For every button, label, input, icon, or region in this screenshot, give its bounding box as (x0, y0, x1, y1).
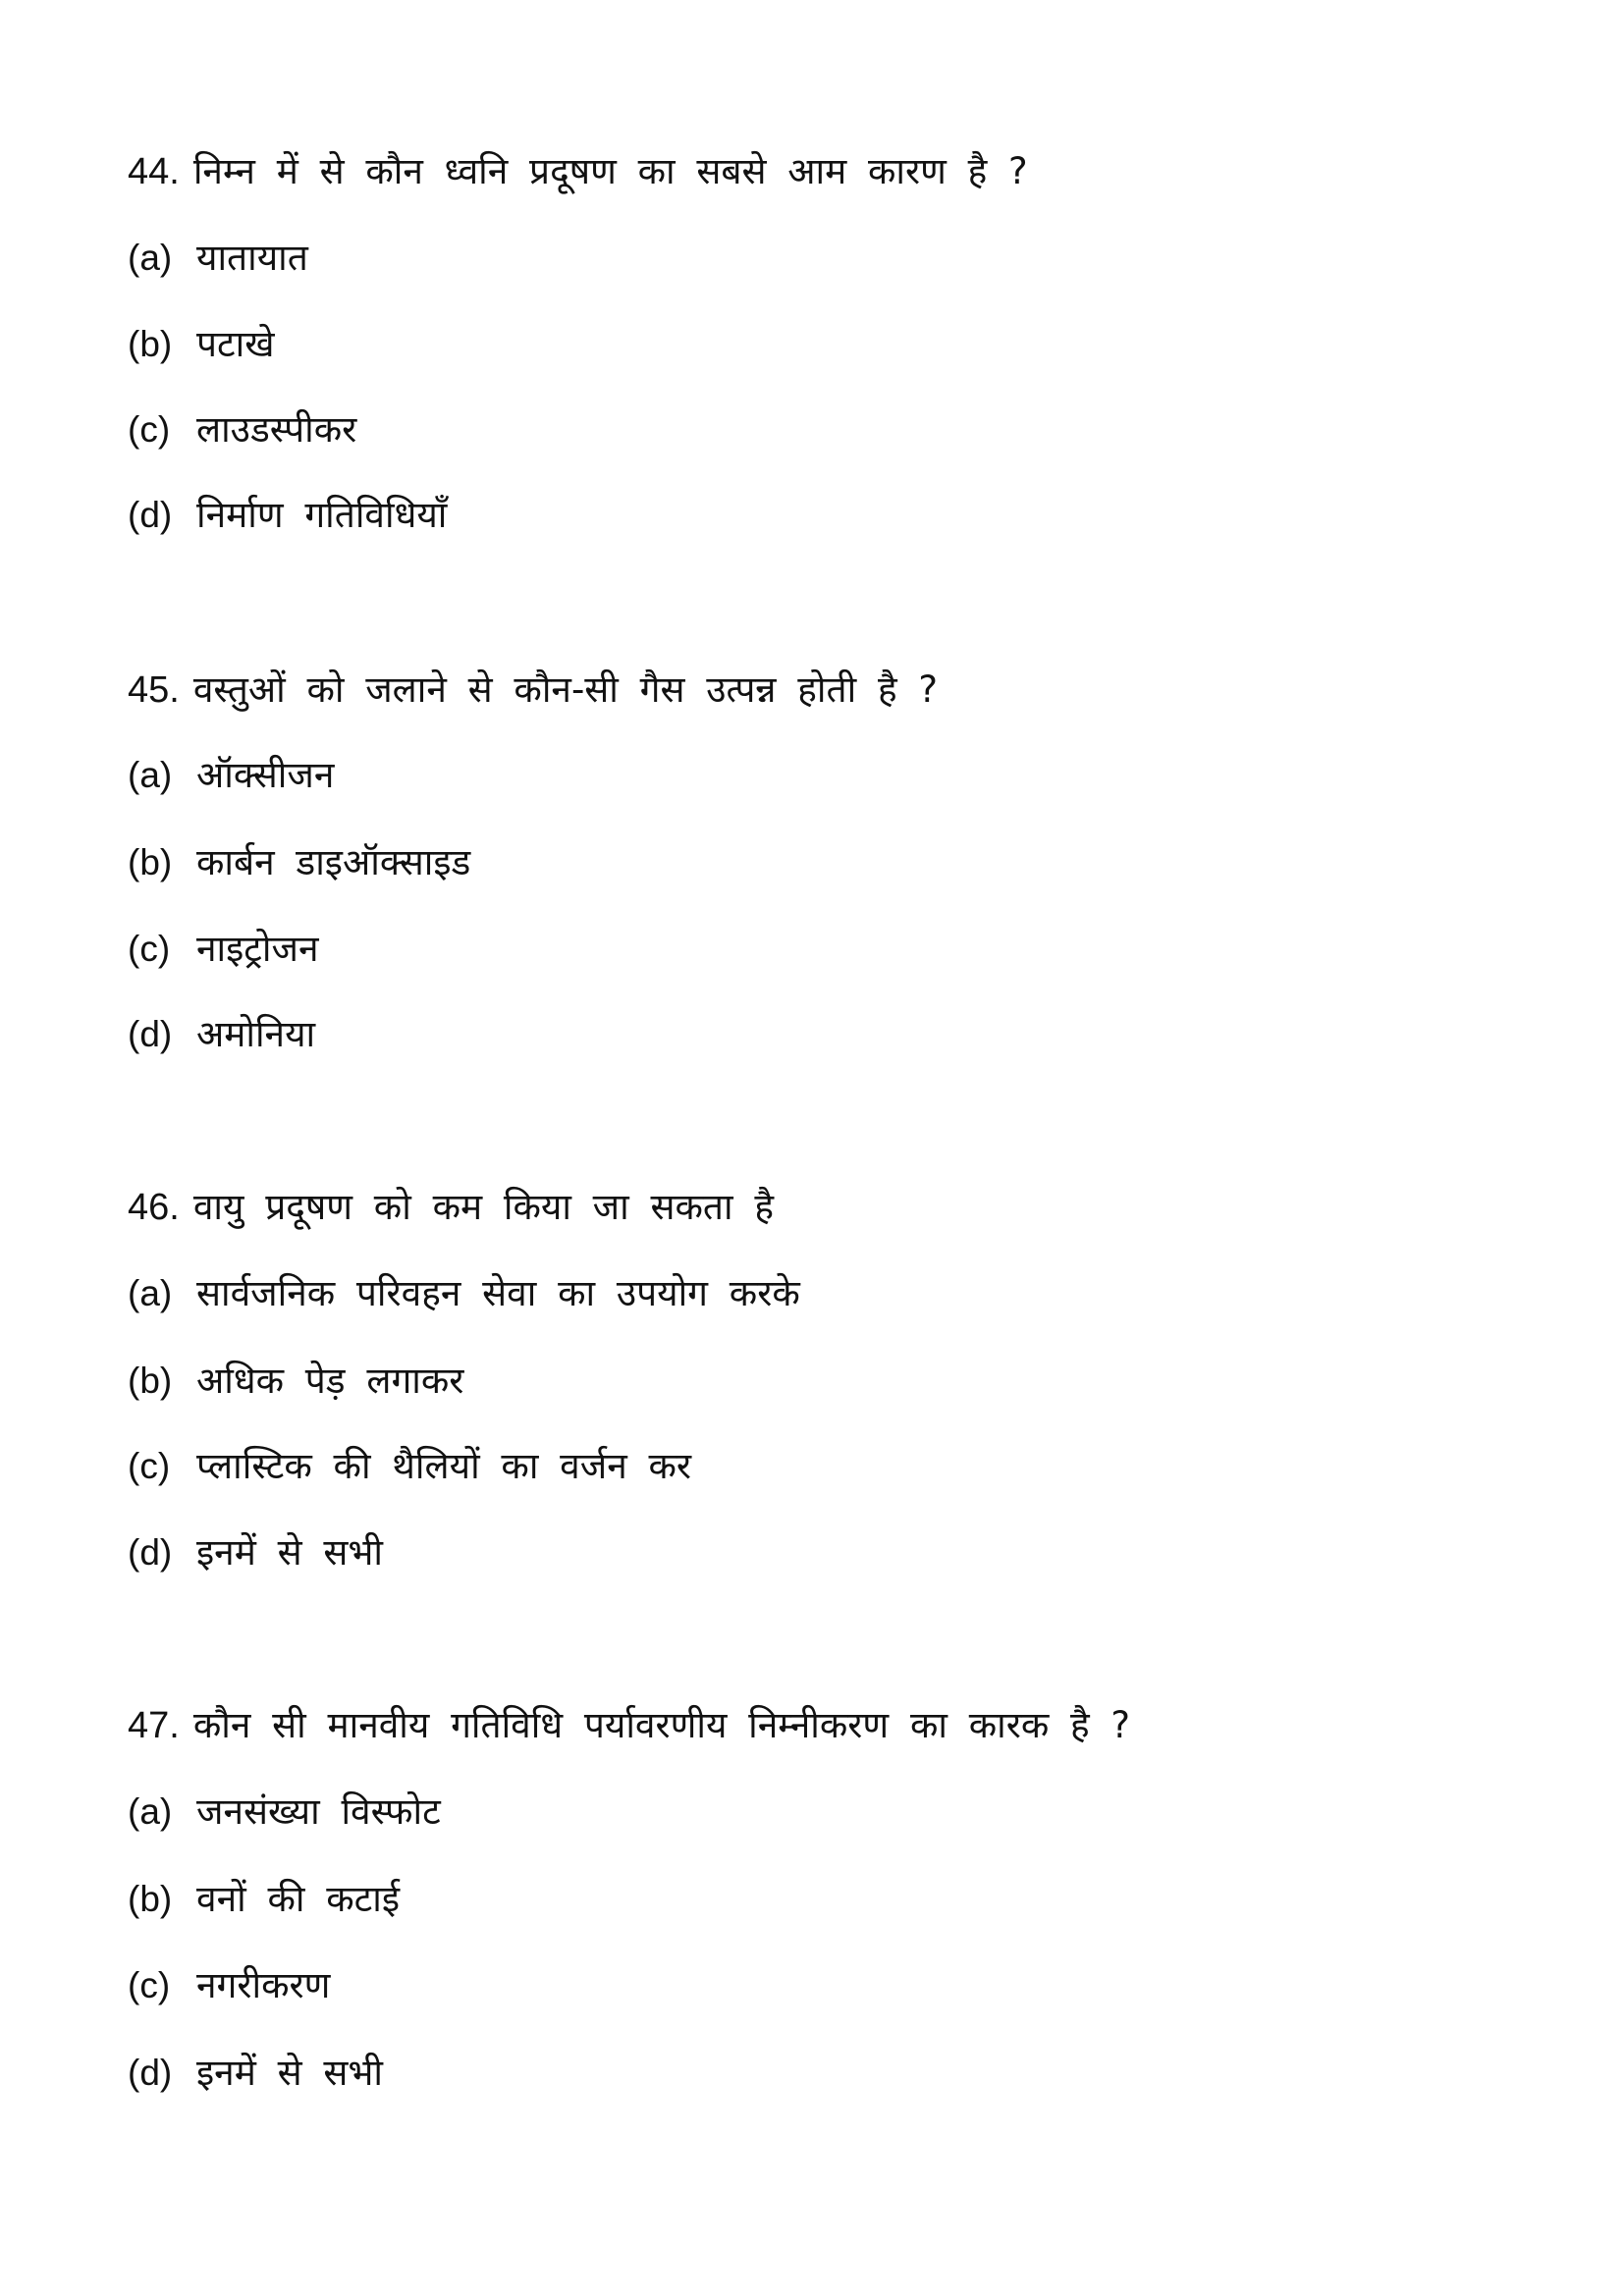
option-a (128, 237, 308, 280)
option-label: (c) (128, 929, 171, 969)
option-label: (d) (128, 495, 173, 535)
option-label: (a) (128, 238, 173, 278)
option-text: नगरीकरण (196, 1964, 331, 2006)
option-a (128, 754, 334, 797)
option-b (128, 1878, 400, 1921)
option-c (128, 1964, 330, 2007)
option-label: (b) (128, 842, 173, 882)
option-d (128, 1531, 383, 1575)
option-c (128, 408, 356, 452)
option-text: ऑक्सीजन (196, 754, 335, 796)
option-text: लाउडस्पीकर (196, 408, 357, 451)
option-c (128, 928, 319, 971)
option-label: (c) (128, 409, 171, 450)
option-label: (a) (128, 755, 173, 795)
question-number: 44. (128, 151, 180, 192)
question-stem (128, 1704, 1130, 1747)
option-text: अमोनिया (196, 1013, 316, 1055)
option-text: पटाखे (196, 323, 275, 365)
option-label: (d) (128, 1014, 173, 1054)
option-text: इनमें से सभी (196, 1531, 383, 1574)
option-text: नाइट्रोजन (196, 928, 319, 970)
option-label: (a) (128, 1273, 173, 1313)
option-label: (b) (128, 324, 173, 364)
option-d (128, 494, 447, 537)
option-text: प्लास्टिक की थैलियों का वर्जन कर (196, 1445, 692, 1487)
option-a (128, 1790, 441, 1834)
option-d (128, 1013, 315, 1056)
question-text: वस्तुओं को जलाने से कौन-सी गैस उत्पन्न होती है ? (192, 668, 938, 711)
option-d (128, 2052, 383, 2095)
question-text: वायु प्रदूषण को कम किया जा सकता है (192, 1186, 774, 1228)
option-text: वनों की कटाई (196, 1878, 401, 1920)
option-b (128, 841, 470, 884)
option-text: कार्बन डाइऑक्साइड (196, 841, 471, 883)
option-text: इनमें से सभी (196, 2052, 383, 2094)
option-label: (d) (128, 1532, 173, 1573)
question-number: 45. (128, 669, 180, 711)
option-text: यातायात (196, 237, 308, 279)
option-text: जनसंख्या विस्फोट (196, 1790, 441, 1833)
option-text: निर्माण गतिविधियाँ (196, 494, 448, 536)
question-stem (128, 668, 938, 712)
question-number: 47. (128, 1705, 180, 1746)
question-text: निम्न में से कौन ध्वनि प्रदूषण का सबसे आम कारण है ? (192, 150, 1028, 192)
question-text: कौन सी मानवीय गतिविधि पर्यावरणीय निम्नीकरण का कारक है ? (192, 1704, 1131, 1746)
option-b (128, 323, 275, 366)
option-label: (a) (128, 1791, 173, 1832)
option-c (128, 1445, 691, 1488)
option-label: (d) (128, 2053, 173, 2093)
option-a (128, 1272, 800, 1315)
option-text: सार्वजनिक परिवहन सेवा का उपयोग करके (196, 1272, 800, 1314)
option-label: (c) (128, 1446, 171, 1486)
option-b (128, 1360, 463, 1403)
option-label: (b) (128, 1361, 173, 1401)
option-text: अधिक पेड़ लगाकर (196, 1360, 464, 1402)
option-label: (b) (128, 1879, 173, 1919)
question-stem (128, 1186, 774, 1229)
question-number: 46. (128, 1187, 180, 1228)
question-stem (128, 150, 1028, 193)
option-label: (c) (128, 1965, 171, 2005)
